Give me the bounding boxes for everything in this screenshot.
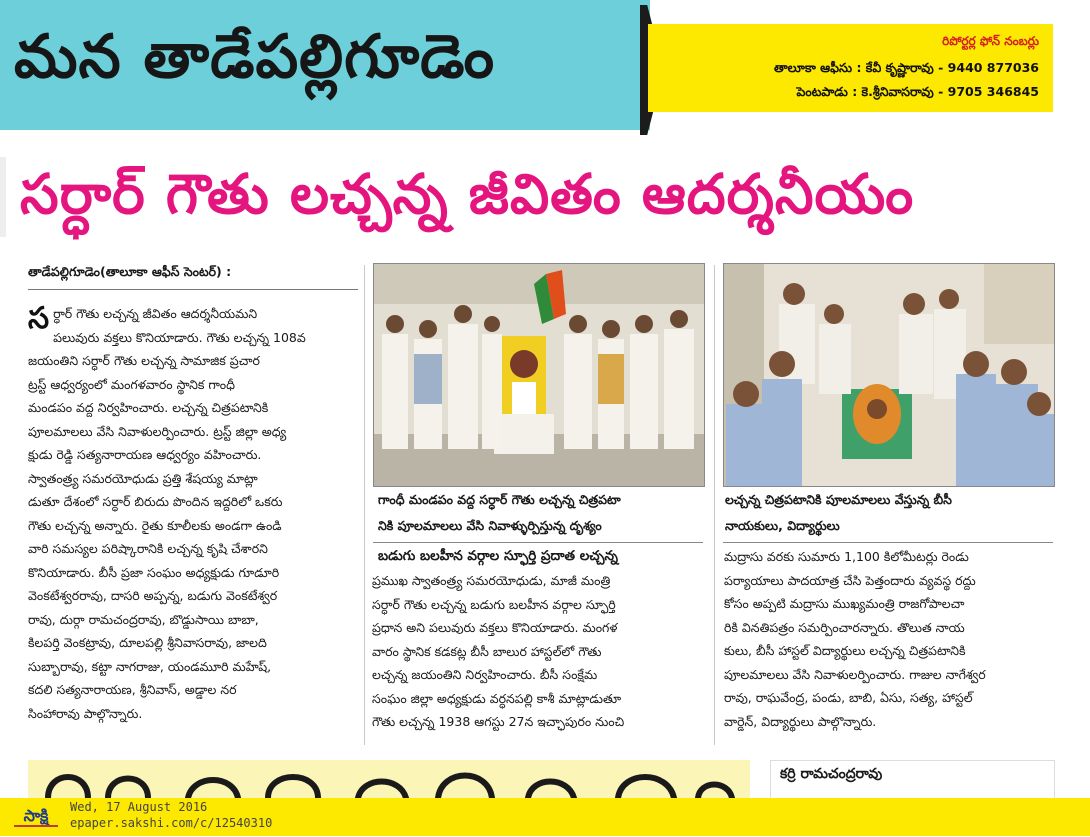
reporter-phones-box	[648, 24, 1053, 112]
text-line: కులు, బీసీ హాస్టల్ విద్యార్థులు లచ్చన్న చిత్రపటానికి	[724, 643, 966, 658]
logo-text: సాక్షి	[23, 806, 49, 825]
text-line: మండపం వద్ద నిర్వహించారు. లచ్చన్న చిత్రపటానికి	[28, 400, 269, 415]
text-line: కిలపర్తి వెంకట్రావు, దూలపల్లి శ్రీనివాసరావు, జాలది	[28, 635, 267, 650]
text-line: వారం స్థానిక కడకట్ల బీసీ బాలుర హాస్టల్‌లో గౌతు	[372, 643, 602, 659]
phone-line: తాలూకా ఆఫీసు : కేవీ కృష్ణారావు - 9440 877036	[773, 60, 1039, 75]
caption-line: గాంధీ మండపం వద్ద సర్ధార్ గౌతు లచ్చన్న చిత్రపటా	[378, 492, 621, 507]
caption-rule	[723, 542, 1053, 543]
text-line: క్షుడు రెడ్డి సత్యనారాయణ ఆధ్వర్యం వహించారు.	[28, 447, 262, 462]
text-line: రావు, దుర్గా రామచంద్రరావు, బొడ్డుసాయి బాబా,	[28, 611, 259, 627]
phones-heading: రిపోర్టర్ల ఫోన్ నంబర్లు	[942, 34, 1039, 48]
text-line: గౌతు లచ్చన్న 1938 ఆగస్టు 27న ఇచ్ఛాపురం నుంచి	[372, 714, 625, 729]
article-body-left	[28, 302, 360, 742]
article-body-right	[724, 545, 1054, 745]
column-divider	[714, 265, 715, 745]
text-line: పూలమాలలు వేసి నివాళులర్పించారు. గాజుల నాగేశ్వర	[724, 666, 986, 682]
text-line: కొనియాడారు. బీసీ ప్రజా సంఘం అధ్యక్షుడు గూడూరి	[28, 564, 280, 580]
text-line: సింహారావు పాల్గొన్నారు.	[28, 705, 143, 721]
headline-rule	[0, 157, 6, 237]
text-line: సుబ్బారావు, కట్టా నాగరాజు, యండమూరి మహేష్,	[28, 658, 272, 674]
section-title: మన తాడేపల్లిగూడెం	[14, 22, 496, 92]
text-line: రావు, రాఘవేంద్ర, పండు, బాబి, ఏసు, సత్య, హాస్టల్	[724, 690, 973, 705]
text-line: డుతూ దేశంలో సర్ధార్ బిరుదు పొందిన ఇద్దరిలో ఒకరు	[28, 494, 283, 509]
text-line: ప్రముఖ స్వాతంత్ర్య సమరయోధుడు, మాజీ మంత్రి	[372, 573, 611, 588]
text-line: సంఘం జిల్లా అధ్యక్షుడు వర్ధనపల్లి కాశీ మాట్లాడుతూ	[372, 690, 622, 706]
text-line: మద్రాసు వరకు సుమారు 1,100 కిలోమీటర్లు రెండు	[724, 549, 969, 564]
text-line: ర్ధార్ గౌతు లచ్చన్న జీవితం ఆదర్శనీయమని	[53, 306, 258, 321]
text-line: కోసం అప్పటి మద్రాసు ముఖ్యమంత్రి రాజగోపాలచా	[724, 596, 965, 611]
epaper-link[interactable]: epaper.sakshi.com/c/12540310	[70, 816, 273, 830]
text-line: కదలి సత్యనారాయణ, శ్రీనివాస్, అడ్డాల నర	[28, 682, 237, 697]
next-article-teaser	[28, 760, 750, 798]
caption-line: లచ్చన్న చిత్రపటానికి పూలమాలలు వేస్తున్న బీసీ	[725, 492, 952, 507]
dateline: తాడేపల్లిగూడెం(తాలూకా ఆఫీస్ సెంటర్) :	[28, 264, 232, 279]
text-line: వెంకటేశ్వరరావు, దాసరి అప్పన్న, బడుగు వెంకటేశ్వర	[28, 588, 278, 603]
text-line: గౌతు లచ్చన్న అన్నారు. రైతు కూలీలకు అండగా ఉండి	[28, 517, 282, 533]
drop-cap: స	[28, 302, 50, 336]
photo-caption	[378, 487, 698, 539]
text-line: ప్రధాన అని పలువురు వక్తలు కొనియాడారు. మంగళ	[372, 620, 618, 635]
event-photo-gandhi-mandapam	[373, 263, 705, 487]
photo-caption	[725, 487, 1055, 539]
article-headline: సర్ధార్ గౌతు లచ్చన్న జీవితం ఆదర్శనీయం	[20, 162, 915, 226]
text-line: వార్డెన్, విద్యార్థులు పాల్గొన్నారు.	[724, 713, 877, 729]
text-line: పర్యాయాలు పాదయాత్ర చేసి పెత్తందారు వ్యవస్థ రద్దు	[724, 572, 976, 588]
text-line: రికి వినతిపత్రం సమర్పించారన్నారు. తొలుత నాయ	[724, 619, 965, 635]
text-line: ట్రస్ట్ ఆధ్వర్యంలో మంగళవారం స్థానిక గాంధీ	[28, 376, 235, 392]
byline: కర్రి రామచంద్రరావు	[780, 766, 883, 782]
article-subhead: బడుగు బలహీన వర్గాల స్ఫూర్తి ప్రదాత లచ్చన్న	[378, 548, 618, 564]
edition-date: Wed, 17 August 2016	[70, 800, 208, 814]
column-divider	[364, 265, 365, 745]
sakshi-logo[interactable]	[8, 801, 64, 833]
text-line: వారి సమస్యల పరిష్కారానికి లచ్చన్న కృషి చేశారని	[28, 541, 268, 556]
article-body-middle	[372, 569, 704, 745]
caption-line: నికి పూలమాలలు వేసి నివాళ్ళుర్పిస్తున్న దృశ్యం	[378, 518, 602, 533]
phone-line: పెంటపాడు : కె.శ్రీనివాసరావు - 9705 346845	[796, 84, 1039, 99]
caption-line: నాయకులు, విద్యార్థులు	[725, 518, 840, 533]
event-photo-hostel-students	[723, 263, 1055, 487]
text-line: పలువురు వక్తలు కొనియాడారు. గౌతు లచ్చన్న 108వ	[53, 329, 306, 345]
caption-rule	[373, 542, 703, 543]
text-line: పూలమాలలు వేసి నివాళులర్పించారు. ట్రస్ట్ జిల్లా అధ్య	[28, 423, 287, 439]
text-line: లచ్చన్న జయంతిని నిర్వహించారు. బీసీ సంక్షేమ	[372, 667, 598, 682]
text-line: సర్ధార్ గౌతు లచ్చన్న బడుగు బలహీన వర్గాల స్ఫూర్తి	[372, 596, 616, 612]
text-line: జయంతిని సర్ధార్ గౌతు లచ్చన్న సామాజిక ప్రచార	[28, 353, 260, 368]
dateline-rule	[28, 289, 358, 290]
text-line: స్వాతంత్ర్య సమరయోధుడు ప్రత్తి శేషయ్య మాట్లా	[28, 470, 258, 486]
